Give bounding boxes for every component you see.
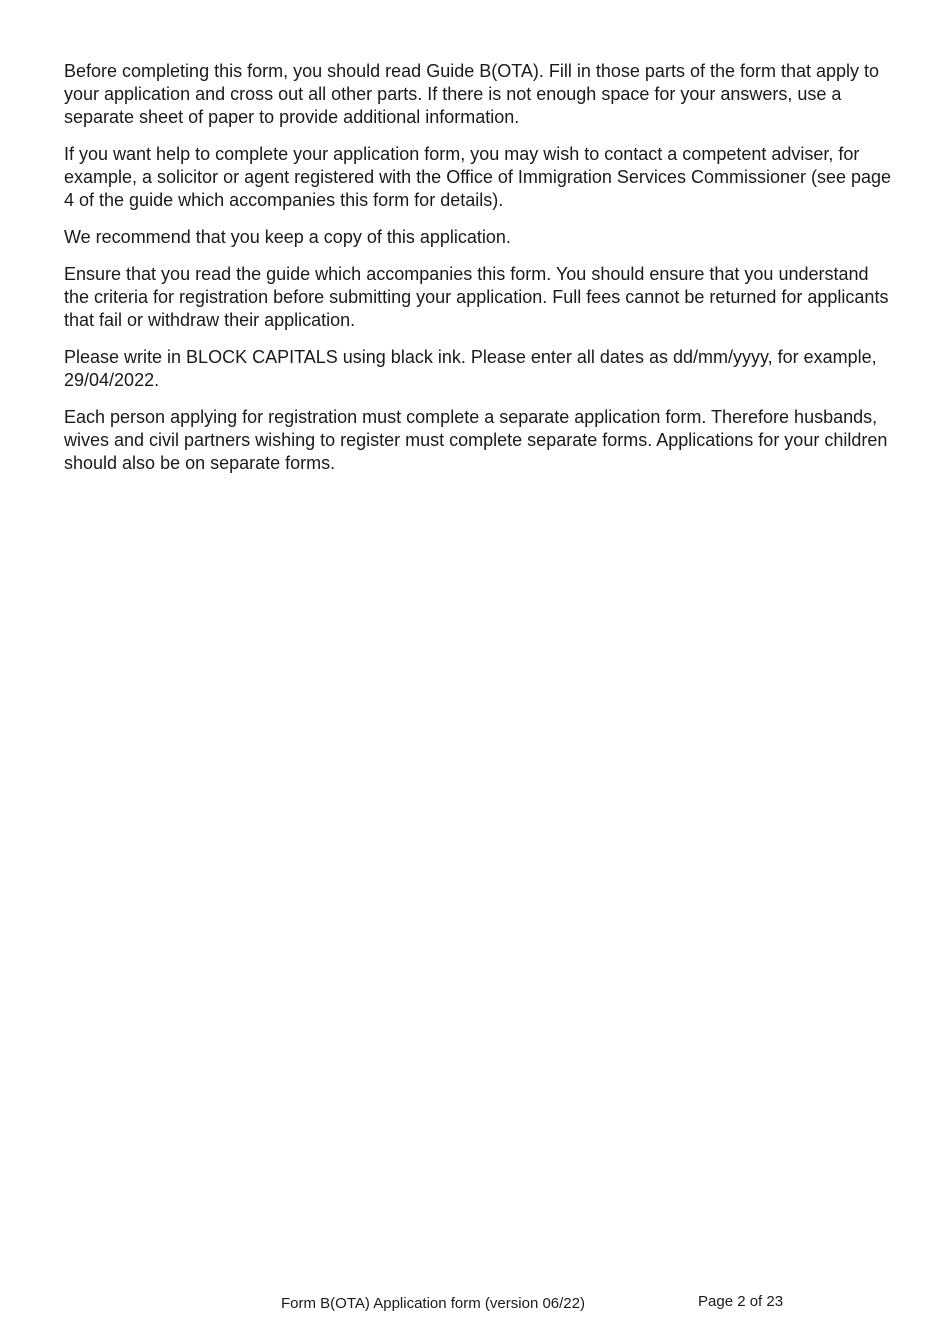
instruction-paragraph: Each person applying for registration must complete a separate application form. Therefore husbands, wives and civil partners wishing to register must complete separate forms. Applications for your children should also be on separate forms. [64, 407, 888, 473]
footer-page-number: Page 2 of 23 [698, 1293, 784, 1310]
instruction-paragraph: Before completing this form, you should read Guide B(OTA). Fill in those parts of the form that apply to your application and cross out all other parts. If there is not enough space for your answers, use a separate sheet of paper to provide additional information. [64, 61, 880, 127]
instruction-paragraph: We recommend that you keep a copy of this application. [64, 227, 511, 247]
instructions-text [64, 60, 894, 489]
instruction-paragraph: If you want help to complete your application form, you may wish to contact a competent adviser, for example, a solicitor or agent registered with the Office of Immigration Services Commissioner (see page 4 of the guide which accompanies this form for details). [64, 144, 892, 210]
instruction-paragraph: Ensure that you read the guide which accompanies this form. You should ensure that you understand the criteria for registration before submitting your application. Full fees cannot be returned for applicants that fail or withdraw their application. [64, 264, 889, 330]
instruction-paragraph: Please write in BLOCK CAPITALS using black ink. Please enter all dates as dd/mm/yyyy, for example, 29/04/2022. [64, 347, 877, 390]
footer-form-label: Form B(OTA) Application form (version 06/22) [281, 1295, 585, 1312]
